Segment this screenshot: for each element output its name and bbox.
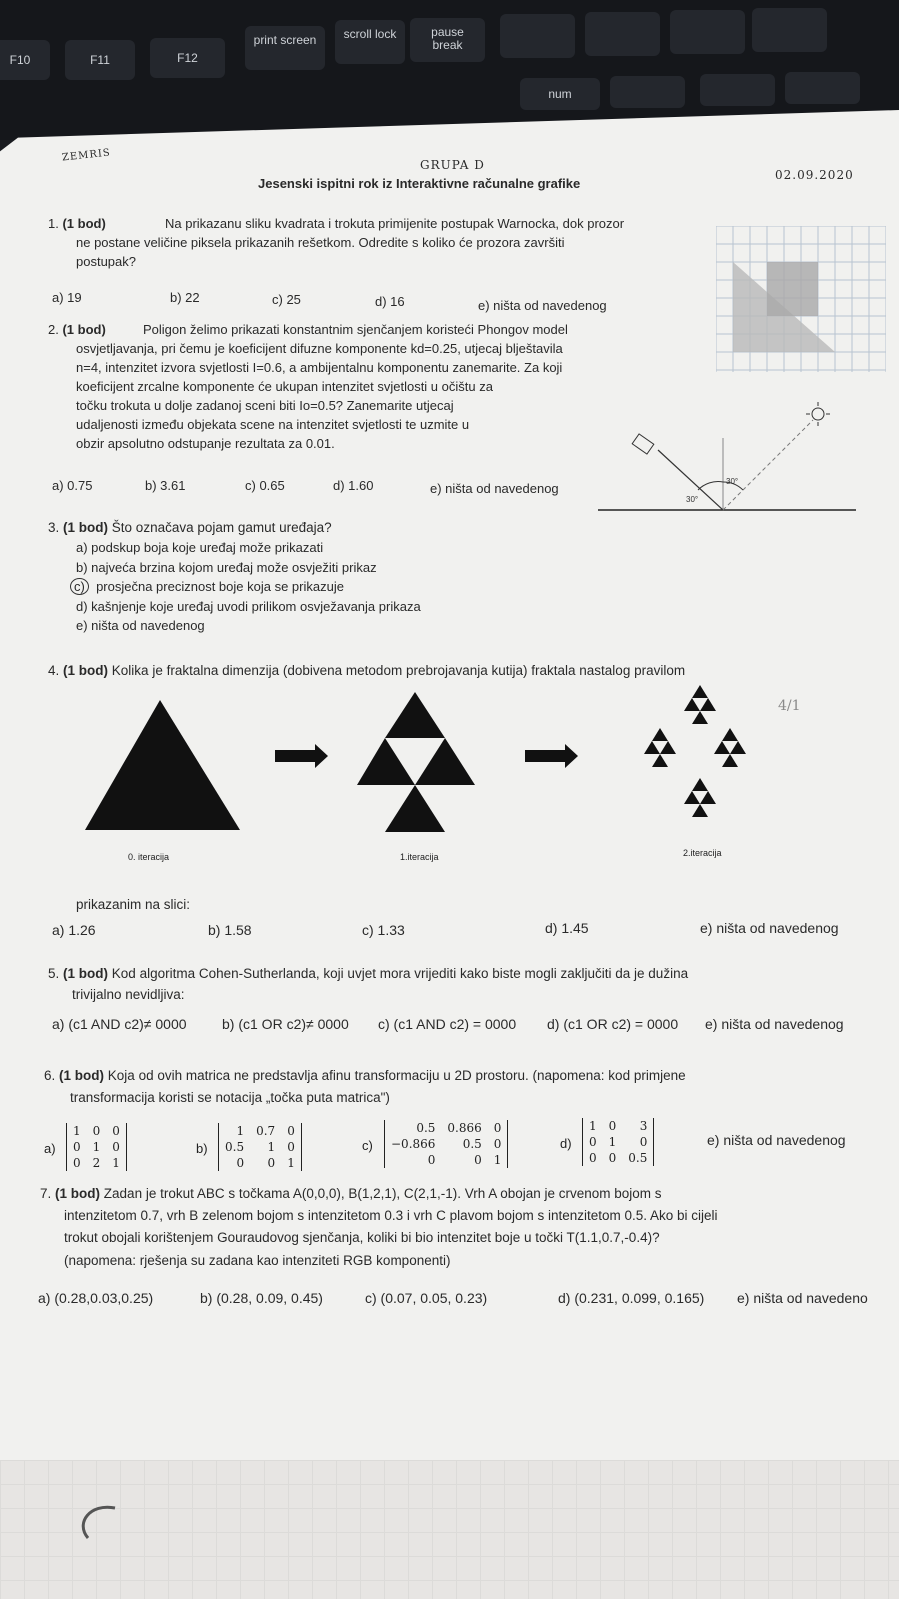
matrix-cell: 2 [92, 1156, 101, 1170]
matrix-cell: 0 [287, 1124, 295, 1138]
q1-option: c) 25 [272, 292, 301, 307]
q-num: 4. [48, 663, 60, 678]
matrix-label: d) [560, 1136, 572, 1151]
matrix-cell: 1 [92, 1140, 101, 1154]
q7-option: e) ništa od navedeno [737, 1290, 868, 1306]
eye-camera-icon [632, 434, 654, 454]
fig-label: 0. iteracija [128, 852, 170, 862]
q-points: (1 bod) [55, 1186, 101, 1201]
matrix-cell: −0.866 [391, 1137, 436, 1151]
key-num [520, 78, 600, 110]
fractal-iteration-1 [357, 692, 475, 832]
q-text: Kod algoritma Cohen-Sutherlanda, koji uvjet mora vrijediti kako biste mogli zaključiti da je dužina [111, 966, 689, 981]
q3-number [48, 517, 332, 538]
q5-number [48, 963, 688, 984]
matrix-a [44, 1123, 127, 1171]
q7-option: a) (0.28,0.03,0.25) [38, 1290, 154, 1306]
matrix-cell: 1 [493, 1153, 502, 1167]
q1-line: postupak? [76, 254, 136, 269]
q3-option: e) ništa od navedenog [76, 618, 205, 633]
matrix-b [196, 1123, 302, 1171]
matrix-cell: 0 [73, 1140, 81, 1154]
option-text: prosječna preciznost boje koja se prikazuje [96, 579, 344, 594]
arrow-icon [275, 744, 328, 768]
matrix-cell: 0 [112, 1140, 120, 1154]
key-label: F11 [90, 53, 110, 67]
key-blank-1 [500, 14, 575, 58]
phong-scene-figure [598, 398, 858, 518]
q-num: 2. [48, 322, 59, 337]
page-title: Jesenski ispitni rok iz Interaktivne računalne grafike [258, 176, 581, 191]
matrix-cell: 0 [112, 1124, 120, 1138]
q3-option [70, 577, 344, 596]
q7-line: trokut obojali korištenjem Gouraudovog sjenčanja, koliki bi bio intenzitet boje u točki T(1.1,0.7,-0.4)? [64, 1230, 660, 1245]
arrow-icon [525, 744, 578, 768]
q5-option: c) (c1 AND c2) = 0000 [378, 1016, 517, 1032]
paper-curl-mark [70, 1498, 130, 1548]
q2-option: b) 3.61 [145, 478, 186, 493]
q-points: (1 bod) [62, 322, 106, 337]
q4-option: d) 1.45 [545, 920, 589, 936]
q-num: 3. [48, 520, 60, 535]
key-blank-5 [610, 76, 685, 108]
q2-line: Poligon želimo prikazati konstantnim sjenčanjem koristeći Phongov model [143, 322, 568, 337]
q1-number [48, 214, 106, 233]
q6-option-e: e) ništa od navedenog [707, 1132, 846, 1148]
q4-option: a) 1.26 [52, 922, 96, 938]
q2-option: e) ništa od navedenog [430, 481, 559, 496]
matrix-cell: 0 [608, 1151, 617, 1165]
matrix-cell: 0 [287, 1140, 295, 1154]
q1-option: d) 16 [375, 294, 405, 309]
matrix-cell: 0 [73, 1156, 81, 1170]
fig-label: 2.iteracija [683, 848, 722, 858]
matrix-cell: 1 [608, 1135, 617, 1149]
q1-option: e) ništa od navedenog [478, 298, 607, 313]
matrix-cell: 0 [236, 1156, 245, 1170]
matrix-cell: 0.866 [447, 1121, 482, 1135]
key-f12 [150, 38, 225, 78]
q1-option: a) 19 [52, 290, 82, 305]
q-points: (1 bod) [62, 216, 106, 231]
q-points: (1 bod) [59, 1068, 105, 1083]
q7-option: c) (0.07, 0.05, 0.23) [365, 1290, 488, 1306]
key-blank-3 [670, 10, 745, 54]
matrix-cell: 0.5 [628, 1151, 648, 1165]
q2-line: točku trokuta u dolje zadanoj sceni biti Io=0.5? Zanemarite utjecaj [76, 398, 454, 413]
q-points: (1 bod) [63, 966, 109, 981]
q1-option: b) 22 [170, 290, 200, 305]
matrix-cell: 1 [236, 1124, 245, 1138]
group-label: GRUPA D [420, 158, 485, 172]
q5-line: trivijalno nevidljiva: [72, 987, 185, 1002]
matrix-cell: 0.7 [256, 1124, 276, 1138]
q-text: Kolika je fraktalna dimenzija (dobivena metodom prebrojavanja kutija) fraktala nastalog pravilom [111, 663, 686, 678]
q4-option: b) 1.58 [208, 922, 252, 938]
q6-number [44, 1065, 686, 1086]
q4-option: c) 1.33 [362, 922, 405, 938]
matrix-cell: 0 [589, 1151, 597, 1165]
key-f10 [0, 40, 50, 80]
key-label: scroll lock [343, 27, 397, 41]
warnock-grid-figure [716, 226, 886, 372]
q5-option: a) (c1 AND c2)≠ 0000 [52, 1016, 187, 1032]
q-num: 5. [48, 966, 60, 981]
grid-paper [0, 1460, 899, 1599]
matrix-cell: 1 [267, 1140, 276, 1154]
q2-line: osvjetljavanja, pri čemu je koeficijent difuzne komponente kd=0.25, utjecaj blještavila [76, 341, 563, 356]
exam-date: 02.09.2020 [775, 168, 854, 182]
key-label: num [548, 87, 572, 101]
q2-line: obzir apsolutno odstupanje rezultata za 0.01. [76, 436, 335, 451]
matrix-cell: 0.5 [416, 1121, 436, 1135]
q3-option: d) kašnjenje koje uređaj uvodi prilikom osvježavanja prikaza [76, 599, 421, 614]
matrix-d [560, 1118, 654, 1166]
key-scroll-lock [335, 20, 405, 64]
key-blank-7 [785, 72, 860, 104]
fractal-iteration-0 [85, 700, 240, 830]
key-label: print screen [253, 33, 317, 47]
key-pause-break [410, 18, 485, 62]
matrix-label: a) [44, 1141, 56, 1156]
key-print-screen [245, 26, 325, 70]
key-f11 [65, 40, 135, 80]
q7-option: b) (0.28, 0.09, 0.45) [200, 1290, 323, 1306]
matrix-c [362, 1120, 508, 1168]
handwritten-note: 4/1 [778, 698, 801, 714]
angle-label: 30° [686, 495, 699, 504]
matrix-cell: 3 [639, 1119, 648, 1133]
fig-label: 1.iteracija [400, 852, 439, 862]
key-label: F12 [177, 51, 198, 65]
q7-line: (napomena: rješenja su zadana kao intenziteti RGB komponenti) [64, 1253, 451, 1268]
q5-option: d) (c1 OR c2) = 0000 [547, 1016, 679, 1032]
matrix-cell: 1 [287, 1156, 295, 1170]
q2-number [48, 320, 106, 339]
matrix-cell: 0 [474, 1153, 482, 1167]
q1-line: ne postane veličine piksela prikazanih rešetkom. Odredite s koliko će prozora završiti [76, 235, 565, 250]
key-blank-6 [700, 74, 775, 106]
key-label: pause break [431, 25, 464, 53]
q2-option: a) 0.75 [52, 478, 93, 493]
q-num: 6. [44, 1068, 56, 1083]
q-points: (1 bod) [63, 663, 109, 678]
q-num: 7. [40, 1186, 52, 1201]
q-text: Zadan je trokut ABC s točkama A(0,0,0), B(1,2,1), C(2,1,-1). Vrh A obojan je crvenom bojom s [103, 1186, 662, 1201]
matrix-label: b) [196, 1141, 208, 1156]
q5-option: e) ništa od navedenog [705, 1016, 844, 1032]
logo-text: ZEMRIS [61, 147, 112, 164]
matrix-label: c) [362, 1138, 373, 1153]
q-text: Što označava pojam gamut uređaja? [111, 520, 332, 535]
q2-line: n=4, intenzitet izvora svjetlosti I=0.6, a ambijentalnu komponentu zanemarite. Za koji [76, 360, 563, 375]
matrix-cell: 0 [92, 1124, 101, 1138]
q3-option: b) najveća brzina kojom uređaj može osvježiti prikaz [76, 560, 377, 575]
fractal-iteration-2 [644, 685, 746, 817]
key-blank-4 [752, 8, 827, 52]
q7-line: intenzitetom 0.7, vrh B zelenom bojom s intenzitetom 0.3 i vrh C plavom bojom s intenzitetom 0.5. Ako bi cijeli [64, 1208, 718, 1223]
sun-icon [812, 408, 824, 420]
key-label: F10 [9, 53, 31, 67]
q-text: Koja od ovih matrica ne predstavlja afinu transformaciju u 2D prostoru. (napomena: kod primjene [107, 1068, 686, 1083]
circled-answer: c) [70, 578, 89, 595]
matrix-cell: 0 [608, 1119, 617, 1133]
q3-option: a) podskup boja koje uređaj može prikazati [76, 540, 324, 555]
q1-line: Na prikazanu sliku kvadrata i trokuta primijenite postupak Warnocka, dok prozor [165, 216, 625, 231]
matrix-cell: 0 [589, 1135, 597, 1149]
q2-option: c) 0.65 [245, 478, 285, 493]
square-shape [767, 262, 818, 316]
matrix-cell: 0.5 [462, 1137, 482, 1151]
matrix-cell: 0 [427, 1153, 436, 1167]
matrix-cell: 1 [112, 1156, 120, 1170]
matrix-cell: 1 [73, 1124, 81, 1138]
q2-line: koeficijent zrcalne komponente će ukupan intenzitet svjetlosti u očištu za [76, 379, 493, 394]
q7-option: d) (0.231, 0.099, 0.165) [558, 1290, 705, 1306]
q4-option: e) ništa od navedenog [700, 920, 839, 936]
fractal-figure [80, 680, 880, 880]
q-points: (1 bod) [63, 520, 109, 535]
q4-number [48, 660, 685, 681]
key-blank-2 [585, 12, 660, 56]
q2-line: udaljenosti između objekata scene na intenzitet svjetlosti te uzmite u [76, 417, 470, 432]
q2-option: d) 1.60 [333, 478, 374, 493]
light-ray [723, 420, 813, 510]
matrix-cell: 0 [267, 1156, 276, 1170]
q-num: 1. [48, 216, 59, 231]
matrix-cell: 0 [493, 1137, 502, 1151]
matrix-cell: 0 [639, 1135, 648, 1149]
q5-option: b) (c1 OR c2)≠ 0000 [222, 1016, 349, 1032]
matrix-cell: 0 [493, 1121, 502, 1135]
matrix-cell: 1 [589, 1119, 597, 1133]
matrix-cell: 0.5 [225, 1140, 245, 1154]
q7-number [40, 1183, 662, 1204]
q6-line: transformacija koristi se notacija „točka puta matrica") [70, 1090, 390, 1105]
q4-continuation: prikazanim na slici: [76, 897, 191, 912]
angle-label: 30° [726, 477, 739, 486]
